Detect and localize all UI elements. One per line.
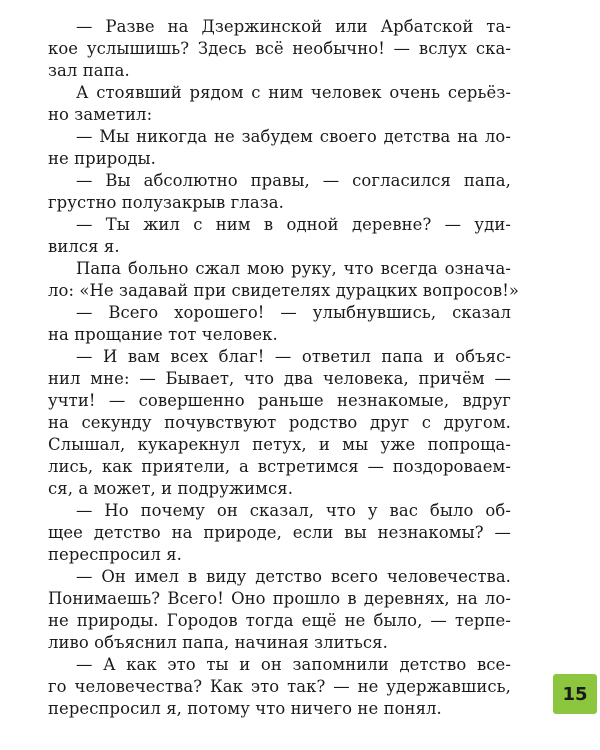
text-line: — Вы абсолютно правы, — согласился папа, xyxy=(76,171,511,190)
text-line: — Разве на Дзержинской или Арбатской та- xyxy=(76,17,511,36)
text-line: грустно полузакрыв глаза. xyxy=(48,193,284,212)
text-line: учти! — совершенно раньше незнакомые, вдруг xyxy=(48,391,511,410)
text-line: го человечества? Как это так? — не удержавшись, xyxy=(48,677,511,696)
text-line: — Мы никогда не забудем своего детства на ло- xyxy=(76,127,511,146)
paragraph-2 xyxy=(48,82,511,126)
text-line: ливо объяснил папа, начиная злиться. xyxy=(48,633,388,652)
text-line: на прощание тот человек. xyxy=(48,325,278,344)
paragraph-5 xyxy=(48,214,511,258)
text-line: — Он имел в виду детство всего человечества. xyxy=(76,567,511,586)
text-line: ся, а может, и подружимся. xyxy=(48,479,294,498)
text-line: не природы. xyxy=(48,149,156,168)
paragraph-1 xyxy=(48,16,511,82)
text-line: — Но почему он сказал, что у вас было об- xyxy=(76,501,511,520)
text-line: кое услышишь? Здесь всё необычно! — вслух ска- xyxy=(48,39,511,58)
text-line: Понимаешь? Всего! Оно прошло в деревнях, на ло- xyxy=(48,589,511,608)
text-line: щее детство на природе, если вы незнакомы? — xyxy=(48,523,511,542)
text-line: нил мне: — Бывает, что два человека, причём — xyxy=(48,369,511,388)
paragraph-6 xyxy=(48,258,520,302)
paragraph-9 xyxy=(48,500,511,566)
paragraph-3 xyxy=(48,126,511,170)
text-line: ло: «Не задавай при свидетелях дурацких вопросов!» xyxy=(48,281,520,300)
text-line: не природы. Городов тогда ещё не было, — терпе- xyxy=(48,611,511,630)
paragraph-11 xyxy=(48,654,511,720)
text-line: — И вам всех благ! — ответил папа и объяс- xyxy=(76,347,511,366)
paragraph-10 xyxy=(48,566,511,654)
text-line: — Всего хорошего! — улыбнувшись, сказал xyxy=(76,303,511,322)
paragraph-8 xyxy=(48,346,511,500)
paragraph-7 xyxy=(48,302,511,346)
text-line: переспросил я. xyxy=(48,545,182,564)
text-line: Слышал, кукарекнул петух, и мы уже попроща- xyxy=(48,435,511,454)
text-line: А стоявший рядом с ним человек очень серьёз- xyxy=(76,83,511,102)
paragraph-4 xyxy=(48,170,511,214)
text-line: — А как это ты и он запомнили детство все- xyxy=(76,655,511,674)
text-line: — Ты жил с ним в одной деревне? — уди- xyxy=(76,215,511,234)
text-line: Папа больно сжал мою руку, что всегда означа- xyxy=(76,259,511,278)
book-page-text xyxy=(48,16,520,720)
page-number-badge: 15 xyxy=(553,674,597,714)
text-line: но заметил: xyxy=(48,105,153,124)
text-line: на секунду почувствуют родство друг с другом. xyxy=(48,413,511,432)
text-line: зал папа. xyxy=(48,61,130,80)
text-line: вился я. xyxy=(48,237,120,256)
text-line: переспросил я, потому что ничего не понял. xyxy=(48,699,442,718)
text-line: лись, как приятели, а встретимся — поздороваем- xyxy=(48,457,511,476)
